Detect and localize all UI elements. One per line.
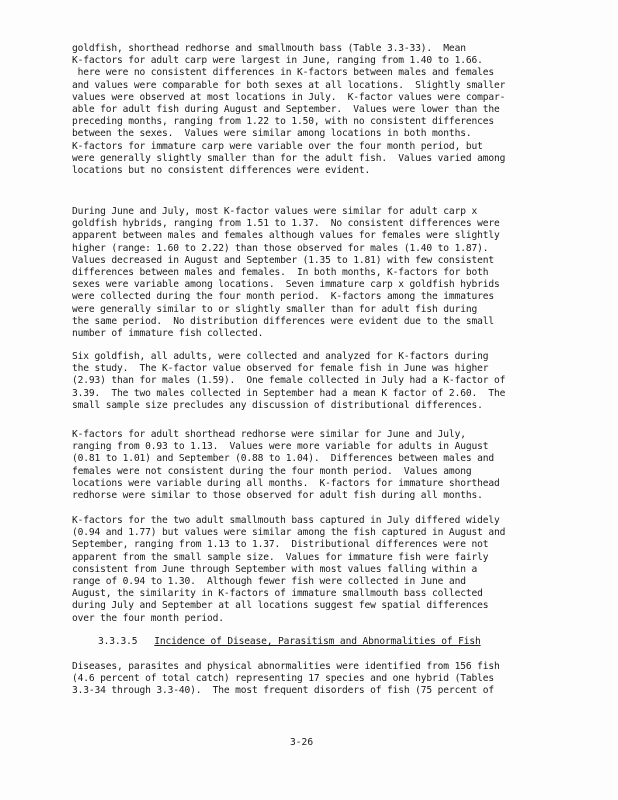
text-line: were generally slightly smaller than for the adult fish. Values varied among <box>72 152 506 164</box>
text-line: K-factors for adult shorthead redhorse were similar for June and July, <box>72 429 466 440</box>
text-line: and values were comparable for both sexes at all locations. Slightly smaller <box>72 79 506 91</box>
paragraph <box>72 206 572 340</box>
text-line: K-factors for immature carp were variable over the four month period, but <box>72 140 483 152</box>
text-line: the same period. No distribution differences were evident due to the small <box>72 315 494 327</box>
text-line: 3.39. The two males collected in September had a mean K factor of 2.60. The <box>72 387 506 399</box>
page-number: 3-26 <box>290 737 314 748</box>
text-line: During June and July, most K-factor values were similar for adult carp x <box>72 206 478 217</box>
text-line: differences between males and females. In both months, K-factors for both <box>72 267 489 279</box>
text-line: Six goldfish, all adults, were collected and analyzed for K-factors during <box>72 351 489 362</box>
text-line: females were not consistent during the four month period. Values among <box>72 465 472 477</box>
section-number: 3.3.3.5 <box>98 636 138 647</box>
text-line: here were no consistent differences in K-factors between males and females <box>72 67 494 79</box>
text-line: values were observed at most locations in July. K-factor values were compar- <box>72 91 506 103</box>
text-line: over the four month period. <box>72 612 224 624</box>
text-line: small sample size precludes any discussion of distributional differences. <box>72 399 483 411</box>
text-line: the study. The K-factor value observed for female fish in June was higher <box>72 363 489 375</box>
text-line: apparent from the small sample size. Values for immature fish were fairly <box>72 551 489 563</box>
text-line: number of immature fish collected. <box>72 328 264 340</box>
text-line: able for adult fish during August and September. Values were lower than the <box>72 104 500 116</box>
paragraph <box>72 43 572 177</box>
paragraph <box>72 429 572 502</box>
text-line: 3.3-34 through 3.3-40). The most frequent disorders of fish (75 percent of <box>72 685 494 697</box>
text-line: range of 0.94 to 1.30. Although fewer fish were collected in June and <box>72 576 466 588</box>
text-line: (4.6 percent of total catch) representing 17 species and one hybrid (Tables <box>72 673 494 685</box>
text-line: (2.93) than for males (1.59). One female collected in July had a K-factor of <box>72 375 506 387</box>
text-line: locations but no consistent differences were evident. <box>72 165 371 177</box>
text-line: K-factors for the two adult smallmouth bass captured in July differed widely <box>72 515 500 526</box>
text-line: were generally similar to or slightly smaller than for adult fish during <box>72 303 478 315</box>
text-line: September, ranging from 1.13 to 1.37. Distributional differences were not <box>72 539 489 551</box>
paragraph <box>72 661 572 698</box>
text-line: (0.94 and 1.77) but values were similar among the fish captured in August and <box>72 527 506 539</box>
text-line: locations were variable during all months. K-factors for immature shorthead <box>72 477 500 489</box>
paragraph <box>72 515 572 625</box>
text-line: K-factors for adult carp were largest in June, ranging from 1.40 to 1.66. <box>72 55 483 67</box>
text-line: higher (range: 1.60 to 2.22) than those observed for males (1.40 to 1.87). <box>72 242 489 254</box>
text-line: (0.81 to 1.01) and September (0.88 to 1.04). Differences between males and <box>72 453 494 465</box>
paragraph <box>72 351 572 412</box>
text-line: between the sexes. Values were similar among locations in both months. <box>72 128 472 140</box>
text-line: August, the similarity in K-factors of immature smallmouth bass collected <box>72 588 483 600</box>
text-line: goldfish hybrids, ranging from 1.51 to 1.37. No consistent differences were <box>72 218 500 230</box>
text-line: consistent from June through September with most values falling within a <box>72 563 478 575</box>
text-line: ranging from 0.93 to 1.13. Values were more variable for adults in August <box>72 441 489 453</box>
text-line: goldfish, shorthead redhorse and smallmouth bass (Table 3.3-33). Mean <box>72 43 466 54</box>
text-line: sexes were variable among locations. Seven immature carp x goldfish hybrids <box>72 279 500 291</box>
text-line: apparent between males and females although values for females were slightly <box>72 230 500 242</box>
section-title: Incidence of Disease, Parasitism and Abnormalities of Fish <box>154 636 481 647</box>
text-line: during July and September at all locations suggest few spatial differences <box>72 600 489 612</box>
text-line: Values decreased in August and September (1.35 to 1.81) with few consistent <box>72 254 494 266</box>
text-line: were collected during the four month period. K-factors among the immatures <box>72 291 494 303</box>
section-heading <box>98 636 481 648</box>
text-line: preceding months, ranging from 1.22 to 1.50, with no consistent differences <box>72 116 494 128</box>
text-line: redhorse were similar to those observed for adult fish during all months. <box>72 490 483 502</box>
text-line: Diseases, parasites and physical abnormalities were identified from 156 fish <box>72 661 500 672</box>
